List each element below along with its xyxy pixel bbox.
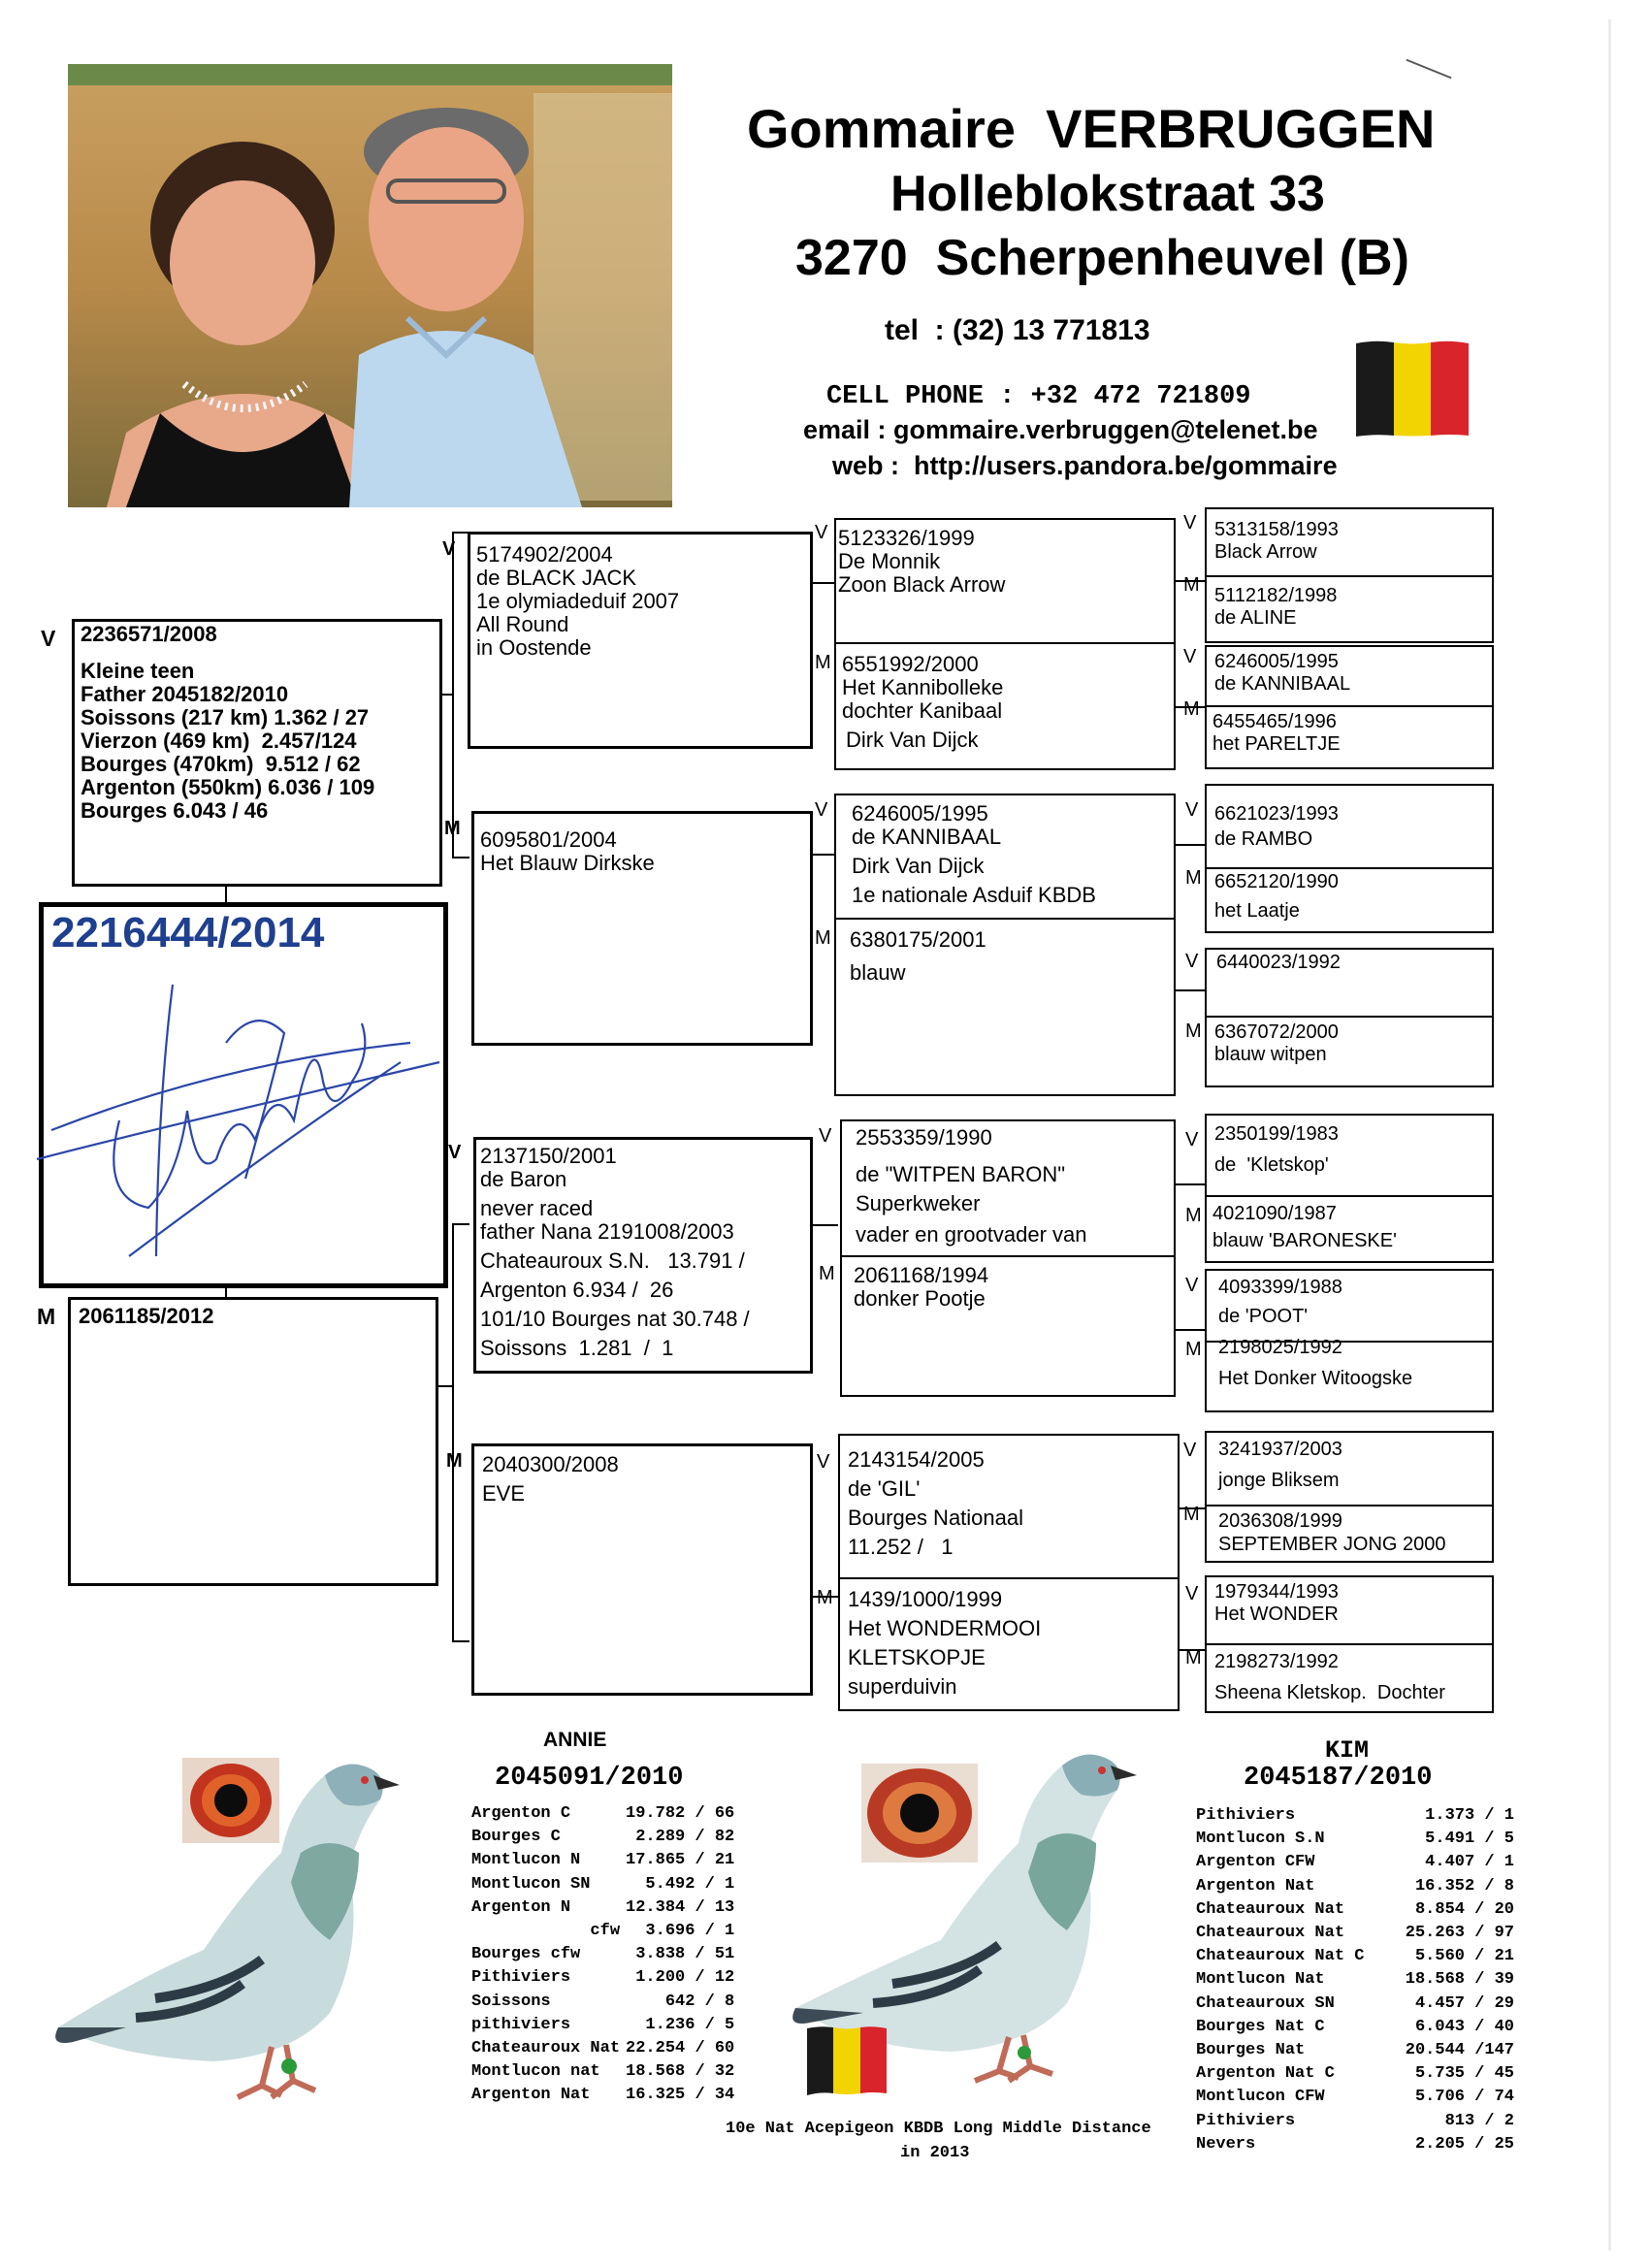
gen4-marker: M: [1185, 1339, 1202, 1360]
gen2-box-1: [468, 532, 813, 749]
gen3-name: Het WONDERMOOI: [848, 1616, 1042, 1640]
gen2-marker: M: [446, 1450, 463, 1472]
gen4-box: [1205, 1269, 1494, 1343]
annie-result: 3.838 / 51: [635, 1945, 735, 1964]
gen4-ring: 4093399/1988: [1218, 1277, 1342, 1298]
father-result: Bourges 6.043 / 46: [81, 798, 269, 823]
gen4-marker: M: [1185, 1205, 1202, 1226]
annie-result-row: [469, 2014, 737, 2037]
kim-result-row: [1193, 1922, 1517, 1945]
kim-result: 16.352 / 8: [1414, 1876, 1514, 1895]
gen4-ring: 6652120/1990: [1214, 871, 1339, 892]
annie-result-row: [469, 1802, 737, 1826]
gen4-ring: 2198273/1992: [1214, 1651, 1339, 1672]
gen3-note: 11.252 / 1: [848, 1535, 954, 1559]
gen2-note: in Oostende: [476, 635, 592, 660]
annie-result-row: [469, 1873, 737, 1896]
annie-race: Argenton N: [471, 1897, 571, 1917]
gen4-marker: V: [1185, 1275, 1199, 1296]
gen2-result: Argenton 6.934 / 26: [480, 1278, 674, 1302]
gen2-name: de Baron: [480, 1167, 567, 1191]
annie-result: 3.696 / 1: [645, 1922, 735, 1941]
gen4-ring: 4021090/1987: [1212, 1203, 1337, 1224]
annie-race: Bourges C: [471, 1828, 561, 1847]
kim-result: 25.263 / 97: [1405, 1924, 1514, 1943]
breeder-web: web : http://users.pandora.be/gommaire: [832, 451, 1338, 480]
gen4-ring: 1979344/1993: [1214, 1581, 1339, 1603]
kim-race: Chateauroux Nat: [1196, 1924, 1345, 1943]
kim-result-row: [1193, 2016, 1517, 2039]
gen3-note: 1e nationale Asduif KBDB: [852, 883, 1096, 907]
gen3-note: Zoon Black Arrow: [838, 572, 1006, 597]
kim-result-row: [1193, 1875, 1517, 1898]
annie-result: 18.568 / 32: [626, 2062, 735, 2082]
breeder-tel: tel : (32) 13 771813: [885, 314, 1150, 346]
gen2-name: de BLACK JACK: [476, 566, 637, 590]
kim-results: [1193, 1804, 1517, 2156]
annie-race: Montlucon nat: [471, 2062, 600, 2082]
kim-result: 1.373 / 1: [1425, 1806, 1514, 1825]
gen4-marker: M: [1185, 1021, 1202, 1042]
gen4-box: [1205, 507, 1494, 577]
belgian-flag-icon: [807, 2025, 887, 2095]
kim-result-row: [1193, 1898, 1517, 1922]
gen3-note: KLETSKOPJE: [848, 1645, 986, 1669]
gen3-marker: V: [817, 1451, 830, 1473]
gen4-name: jonge Bliksem: [1218, 1470, 1340, 1491]
gen4-marker: M: [1183, 698, 1200, 720]
kim-result-row: [1193, 1945, 1517, 1968]
kim-result: 20.544 /147: [1405, 2041, 1514, 2060]
kim-race: Montlucon Nat: [1196, 1970, 1325, 1990]
gen2-box-3: [473, 1137, 813, 1374]
annie-result-row: [469, 1826, 737, 1849]
father-ring: 2236571/2008: [81, 622, 217, 646]
gen3-box-8: [838, 1577, 1180, 1711]
gen2-marker: V: [448, 1142, 462, 1163]
couple-photo: [68, 64, 672, 507]
father-note: Father 2045182/2010: [81, 682, 289, 706]
annie-result: 642 / 8: [664, 1992, 735, 2011]
gen2-marker: M: [444, 818, 461, 839]
gen4-marker: M: [1185, 867, 1202, 889]
gen2-box-4: [471, 1443, 813, 1696]
breeder-cell: CELL PHONE : +32 472 721809: [826, 382, 1251, 411]
gen4-ring: 5313158/1993: [1214, 519, 1339, 540]
gen3-ring: 6246005/1995: [852, 801, 988, 826]
father-result: Argenton (550km) 6.036 / 109: [81, 775, 375, 799]
gen3-name: Het Kannibolleke: [842, 675, 1004, 699]
gen2-box-2: [471, 811, 813, 1046]
gen3-marker: M: [819, 1263, 835, 1284]
kim-race: Pithiviers: [1196, 1806, 1296, 1825]
kim-result: 4.457 / 29: [1414, 1993, 1514, 2013]
kim-race: Montlucon S.N: [1196, 1830, 1325, 1849]
gen3-name: De Monnik: [838, 549, 941, 573]
annie-result-row: [469, 2084, 737, 2107]
gen4-box: [1205, 1114, 1494, 1197]
gen3-note: Bourges Nationaal: [848, 1506, 1024, 1530]
gen4-ring: 2350199/1983: [1214, 1123, 1339, 1145]
annie-result: 17.865 / 21: [626, 1851, 735, 1870]
gen4-box: [1205, 575, 1494, 643]
gen3-ring: 2553359/1990: [856, 1125, 992, 1150]
father-result: Vierzon (469 km) 2.457/124: [81, 729, 357, 753]
gen4-box: [1205, 1337, 1494, 1412]
gen3-name: blauw: [850, 960, 906, 985]
annie-result: 19.782 / 66: [626, 1804, 735, 1823]
annie-race: Montlucon SN: [471, 1874, 591, 1894]
kim-result: 5.706 / 74: [1414, 2088, 1514, 2107]
breeder-city: 3270 Scherpenheuvel (B): [795, 230, 1409, 286]
pigeon-icon: [39, 1736, 466, 2105]
kim-result: 4.407 / 1: [1425, 1853, 1514, 1872]
gen3-box-7: [838, 1434, 1180, 1579]
gen4-marker: V: [1183, 1440, 1197, 1461]
kim-result: 813 / 2: [1444, 2111, 1514, 2130]
annie-ring: 2045091/2010: [495, 1764, 684, 1793]
gen4-name: blauw 'BARONESKE': [1212, 1230, 1397, 1251]
gen4-marker: V: [1183, 646, 1197, 667]
gen4-ring: 2198025/1992: [1218, 1337, 1342, 1358]
kim-result-row: [1193, 1851, 1517, 1874]
gen3-box-2: [834, 642, 1176, 770]
father-result: Bourges (470km) 9.512 / 62: [81, 752, 361, 776]
kim-result-row: [1193, 2039, 1517, 2062]
kim-result: 6.043 / 40: [1414, 2017, 1514, 2036]
gen3-marker: V: [819, 1125, 832, 1147]
annie-race: Argenton C: [471, 1804, 571, 1823]
kim-race: Argenton Nat: [1196, 1876, 1315, 1895]
gen3-ring: 2061168/1994: [854, 1263, 989, 1287]
gen4-box: [1205, 1505, 1494, 1563]
annie-result: 12.384 / 13: [626, 1897, 735, 1917]
gen3-box-4: [834, 918, 1176, 1096]
gen4-ring: 6621023/1993: [1214, 803, 1339, 825]
gen4-name: de KANNIBAAL: [1214, 673, 1351, 695]
gen4-name: het Laatje: [1214, 900, 1300, 922]
kim-race: Chateauroux Nat: [1196, 1899, 1345, 1919]
gen4-box: [1205, 784, 1494, 869]
annie-result-row: [469, 1966, 737, 1990]
gen4-name: de RAMBO: [1214, 828, 1313, 850]
gen4-ring: 3241937/2003: [1218, 1439, 1342, 1460]
gen4-marker: V: [1185, 1583, 1199, 1604]
gen4-box: [1205, 645, 1494, 707]
annie-race: Soissons: [471, 1992, 551, 2011]
mother-box: [68, 1297, 438, 1586]
kim-result: 5.735 / 45: [1414, 2064, 1514, 2084]
kim-race: Nevers: [1196, 2134, 1256, 2154]
kim-result-row: [1193, 2133, 1517, 2156]
annie-result-row: [469, 1920, 737, 1943]
gen3-ring: 5123326/1999: [838, 526, 975, 550]
gen2-note: 1e olymiadeduif 2007: [476, 589, 680, 613]
gen3-box-5: [840, 1119, 1176, 1257]
kim-result-row: [1193, 2086, 1517, 2109]
subject-box: [39, 902, 448, 1288]
annie-race: Chateauroux Nat: [471, 2039, 621, 2058]
gen4-marker: V: [1185, 951, 1199, 972]
gen3-name: de "WITPEN BARON": [856, 1162, 1066, 1186]
subject-ring: 2216444/2014: [51, 909, 325, 956]
gen4-box: [1205, 948, 1494, 1018]
breeder-email: email : gommaire.verbruggen@telenet.be: [803, 415, 1318, 444]
father-marker: V: [41, 626, 56, 651]
gen4-name: Black Arrow: [1214, 541, 1317, 563]
gen2-ring: 5174902/2004: [476, 542, 613, 567]
annie-result: 1.200 / 12: [635, 1968, 735, 1988]
gen4-name: blauw witpen: [1214, 1044, 1327, 1065]
gen3-marker: M: [817, 1587, 833, 1608]
gen3-box-1: [834, 518, 1176, 644]
gen3-note: dochter Kanibaal: [842, 698, 1003, 723]
gen3-note: Dirk Van Dijck: [846, 728, 979, 752]
kim-name: KIM: [1325, 1736, 1370, 1765]
kim-result-row: [1193, 2110, 1517, 2133]
gen4-ring: 6440023/1992: [1216, 952, 1341, 973]
gen4-name: de 'POOT': [1218, 1306, 1309, 1327]
kim-race: Montlucon CFW: [1196, 2088, 1325, 2107]
gen4-box: [1205, 867, 1494, 933]
signature-icon: [32, 965, 449, 1285]
annie-race: Bourges cfw: [471, 1945, 581, 1964]
kim-result-row: [1193, 1968, 1517, 1992]
gen3-name: de KANNIBAAL: [852, 825, 1002, 849]
gen4-ring: 2036308/1999: [1218, 1510, 1342, 1532]
gen4-name: het PARELTJE: [1212, 733, 1341, 755]
kim-result: 5.491 / 5: [1425, 1830, 1514, 1849]
kim-race: Chateauroux SN: [1196, 1993, 1335, 2013]
gen3-marker: M: [815, 652, 831, 673]
gen4-box: [1205, 705, 1494, 769]
mother-ring: 2061185/2012: [79, 1304, 214, 1328]
gen4-name: Het Donker Witoogske: [1218, 1368, 1413, 1389]
gen4-name: de ALINE: [1214, 607, 1297, 629]
gen2-ring: 2137150/2001: [480, 1144, 617, 1168]
gen2-note: never raced: [480, 1196, 594, 1220]
gen4-box: [1205, 1195, 1494, 1263]
kim-result: 2.205 / 25: [1414, 2134, 1514, 2154]
annie-result: 16.325 / 34: [626, 2086, 735, 2105]
kim-result: 18.568 / 39: [1405, 1970, 1514, 1990]
gen4-marker: M: [1185, 1647, 1202, 1669]
gen3-marker: V: [815, 522, 828, 543]
gen3-note: Superkweker: [856, 1191, 981, 1215]
gen3-note: Dirk Van Dijck: [852, 854, 985, 878]
gen3-box-6: [840, 1255, 1176, 1397]
annie-race: Montlucon N: [471, 1851, 581, 1870]
annie-result-row: [469, 1943, 737, 1966]
gen2-note: All Round: [476, 612, 569, 636]
belgian-flag-icon: [1356, 340, 1469, 437]
annie-race: Argenton Nat: [471, 2086, 591, 2105]
gen4-marker: M: [1183, 1504, 1200, 1525]
annie-result: 22.254 / 60: [626, 2039, 735, 2058]
annie-race: pithiviers: [471, 2015, 571, 2034]
gen2-marker: V: [442, 538, 456, 560]
annie-result-row: [469, 1896, 737, 1920]
gen2-result: Chateauroux S.N. 13.791 /: [480, 1248, 745, 1273]
gen4-ring: 6455465/1996: [1212, 711, 1337, 732]
footer-line-2: in 2013: [900, 2144, 970, 2162]
kim-result-row: [1193, 2062, 1517, 2086]
annie-result-row: [469, 2037, 737, 2060]
gen3-note: superduivin: [848, 1674, 957, 1699]
annie-result-row: [469, 2060, 737, 2084]
mother-marker: M: [37, 1304, 56, 1329]
gen3-box-3: [834, 794, 1176, 920]
kim-result: 5.560 / 21: [1414, 1947, 1514, 1966]
kim-race: Argenton Nat C: [1196, 2064, 1335, 2084]
father-name: Kleine teen: [81, 659, 195, 683]
gen4-box: [1205, 1431, 1494, 1507]
gen4-name: de 'Kletskop': [1214, 1154, 1329, 1176]
annie-race: Pithiviers: [471, 1968, 571, 1988]
gen4-marker: V: [1185, 799, 1199, 821]
kim-race: Pithiviers: [1196, 2111, 1296, 2130]
gen3-ring: 6380175/2001: [850, 927, 986, 952]
gen4-ring: 5112182/1998: [1214, 585, 1338, 606]
gen2-note: father Nana 2191008/2003: [480, 1219, 734, 1244]
gen3-ring: 6551992/2000: [842, 652, 979, 676]
kim-ring: 2045187/2010: [1244, 1764, 1433, 1793]
father-result: Soissons (217 km) 1.362 / 27: [81, 705, 370, 729]
gen3-name: de 'GIL': [848, 1476, 921, 1501]
kim-result-row: [1193, 1804, 1517, 1828]
gen4-ring: 6246005/1995: [1214, 651, 1339, 672]
gen3-ring: 1439/1000/1999: [848, 1587, 1003, 1611]
kim-result-row: [1193, 1993, 1517, 2016]
annie-race: cfw: [590, 1922, 621, 1941]
annie-result: 5.492 / 1: [645, 1874, 735, 1894]
gen4-box: [1205, 1575, 1494, 1645]
annie-result: 1.236 / 5: [645, 2015, 735, 2034]
gen2-name: EVE: [482, 1481, 526, 1506]
kim-result: 8.854 / 20: [1414, 1899, 1514, 1919]
father-box: [72, 619, 442, 887]
gen4-box: [1205, 1643, 1494, 1713]
annie-result: 2.289 / 82: [635, 1828, 735, 1847]
gen2-result: 101/10 Bourges nat 30.748 /: [480, 1307, 750, 1331]
gen2-name: Het Blauw Dirkske: [480, 851, 655, 875]
gen4-box: [1205, 1016, 1494, 1087]
gen3-note: vader en grootvader van: [856, 1222, 1087, 1247]
gen3-marker: M: [815, 927, 831, 949]
breeder-street: Holleblokstraat 33: [890, 166, 1325, 222]
gen4-name: SEPTEMBER JONG 2000: [1218, 1534, 1446, 1555]
kim-race: Argenton CFW: [1196, 1853, 1315, 1872]
gen3-marker: V: [815, 799, 828, 821]
gen4-marker: M: [1183, 574, 1200, 596]
gen4-name: Het WONDER: [1214, 1604, 1339, 1625]
breeder-name: Gommaire VERBRUGGEN: [747, 98, 1436, 159]
kim-race: Bourges Nat: [1196, 2041, 1306, 2060]
annie-results: [469, 1802, 737, 2108]
annie-result-row: [469, 1849, 737, 1872]
annie-result-row: [469, 1991, 737, 2014]
gen2-result: Soissons 1.281 / 1: [480, 1336, 674, 1360]
gen4-marker: V: [1185, 1129, 1199, 1150]
gen4-ring: 6367072/2000: [1214, 1021, 1339, 1043]
gen3-name: donker Pootje: [854, 1286, 986, 1311]
footer-line-1: 10e Nat Acepigeon KBDB Long Middle Distance: [726, 2120, 1151, 2138]
gen3-ring: 2143154/2005: [848, 1447, 985, 1472]
gen2-ring: 2040300/2008: [482, 1452, 619, 1476]
kim-result-row: [1193, 1828, 1517, 1851]
gen4-name: Sheena Kletskop. Dochter: [1214, 1682, 1445, 1703]
gen2-ring: 6095801/2004: [480, 827, 617, 852]
gen4-marker: V: [1183, 512, 1197, 534]
annie-name: ANNIE: [543, 1729, 607, 1751]
kim-race: Bourges Nat C: [1196, 2017, 1325, 2036]
kim-race: Chateauroux Nat C: [1196, 1947, 1365, 1966]
